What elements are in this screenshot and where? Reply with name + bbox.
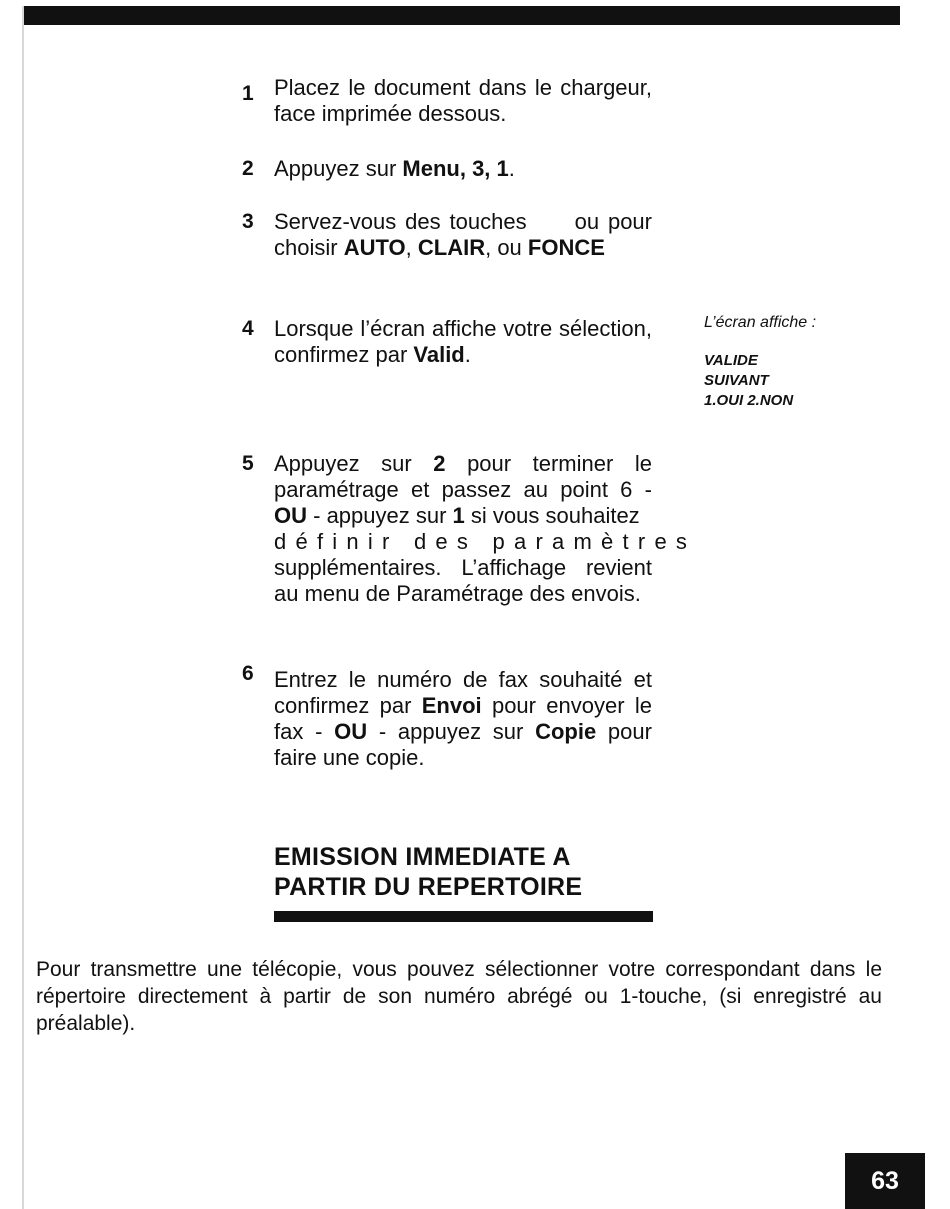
text-run: pour faire une copie. [274,719,652,770]
step-text: Placez le document dans le chargeur, face imprimée dessous. [274,75,652,126]
page-number: 63 [845,1153,925,1209]
top-header-bar [23,6,900,25]
key-name: Envoi [421,693,482,718]
heading-line: PARTIR DU REPERTOIRE [274,873,583,901]
section-intro-paragraph: Pour transmettre une télécopie, vous pouvez sélectionner votre correspondant dans le répertoire directement à partir de son numéro abrégé ou 1-touche, (si enregistré au préalable). [36,958,882,1035]
screen-line: SUIVANT [704,372,769,389]
step-text [274,451,697,607]
text-run: , ou [485,235,522,260]
text-run: définir des paramètres [274,529,697,554]
step-text: Servez-vous des touches ou pour choisir AUTO, CLAIR, ou FONCE [274,209,652,260]
step-3 [242,209,652,261]
text-run: ou pour choisir [274,209,652,260]
key-name: 2 [433,451,446,476]
text-run: si vous souhaitez [470,503,640,528]
text-run: supplémentaires. L’affichage revient au menu de Paramétrage des envois. [274,555,652,606]
screen-line: 1.OUI 2.NON [704,392,794,409]
option-clair: CLAIR [417,235,486,260]
text-run: pour terminer le paramétrage et passez au point 6 - [274,451,652,502]
section-heading [274,842,654,902]
left-margin-rule [22,6,24,1209]
text-run: Appuyez sur [274,156,403,181]
text-run: . [464,342,471,367]
text-run: Appuyez sur [274,451,412,476]
step-number: 3 [242,210,254,233]
or-keyword: OU [274,503,307,528]
key-sequence: Menu, 3, 1 [402,156,509,181]
option-fonce: FONCE [527,235,605,260]
step-6 [242,662,652,771]
step-number: 5 [242,452,254,475]
text-run: Entrez le numéro de fax souhaité et confirmez par [274,667,652,718]
option-auto: AUTO [343,235,406,260]
or-keyword: OU [334,719,368,744]
step-5 [242,451,697,607]
key-name: 1 [452,503,465,528]
screen-display-note [704,313,904,411]
key-name: Copie [535,719,597,744]
step-2 [242,156,652,182]
screen-line: VALIDE [704,352,758,369]
step-text [274,156,652,182]
text-run: . [508,156,515,181]
screen-note-label: L’écran affiche : [704,314,817,331]
text-run: - appuyez sur [378,719,524,744]
step-text [274,667,652,771]
text-run: Lorsque l’écran affiche votre sélection, confirmez par [274,316,652,367]
key-name: Valid [413,342,465,367]
step-number: 4 [242,317,254,340]
screen-messages [704,351,904,411]
heading-line: EMISSION IMMEDIATE A [274,843,571,871]
step-number: 2 [242,157,254,180]
text-run: pour envoyer le fax - [274,693,652,744]
step-1 [242,75,652,127]
step-number: 6 [242,662,254,685]
step-4 [242,316,652,368]
text-run: - appuyez sur [313,503,447,528]
text-run: Servez-vous des touches [274,209,527,234]
step-number: 1 [242,82,254,105]
heading-underline-bar [274,911,653,922]
step-text [274,316,652,368]
